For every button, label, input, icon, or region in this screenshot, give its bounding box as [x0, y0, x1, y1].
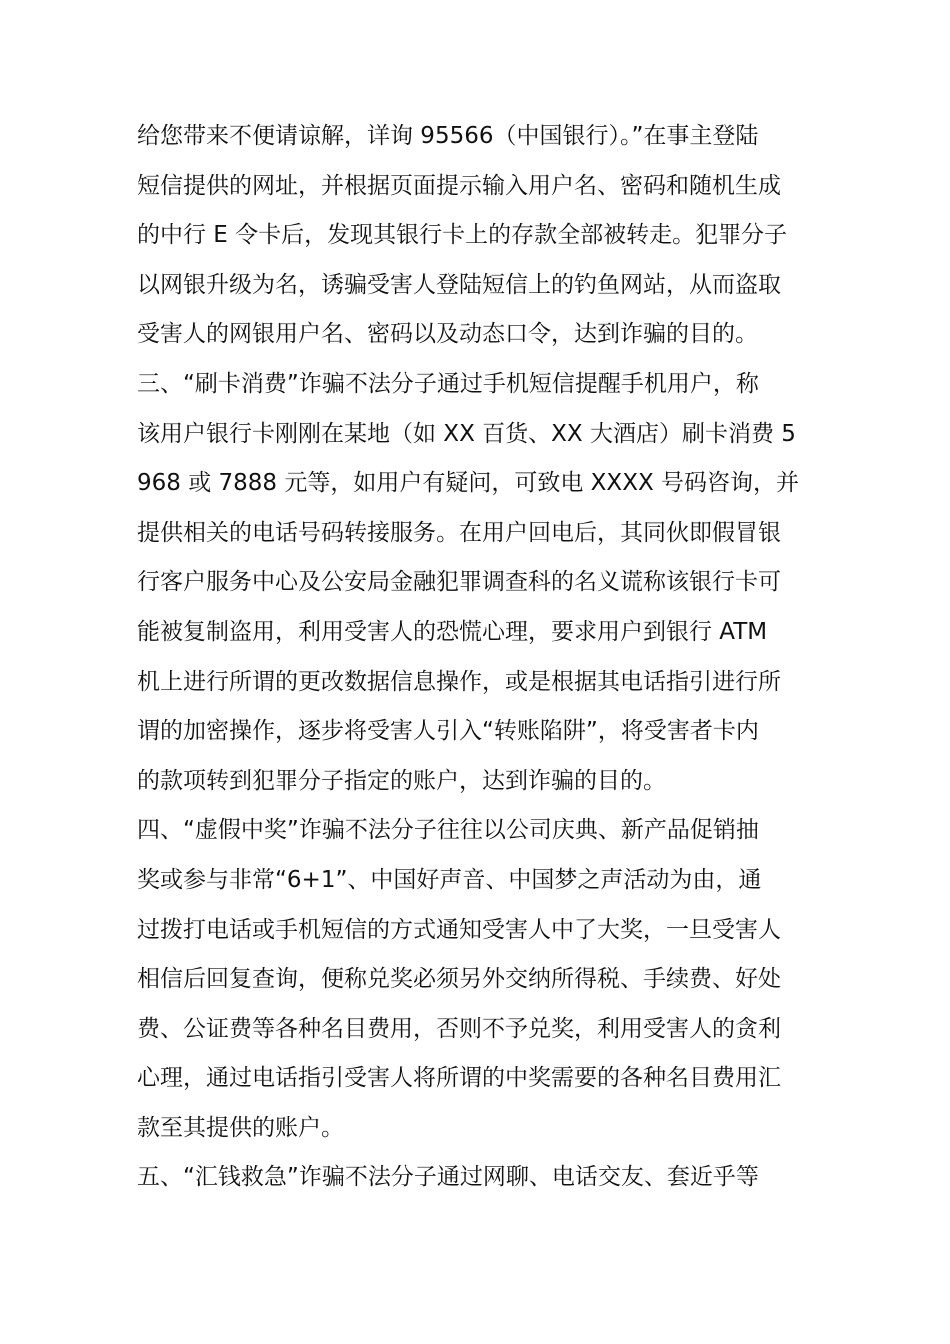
- text-line: 968 或 7888 元等，如用户有疑问，可致电 XXXX 号码咨询，并: [137, 470, 800, 497]
- text-line: 给您带来不便请谅解，详询 95566（中国银行）。”在事主登陆: [137, 123, 759, 149]
- text-line: 谓的加密操作，逐步将受害人引入“转账陷阱”，将受害者卡内: [137, 718, 759, 745]
- text-line: 能被复制盗用，利用受害人的恐慌心理，要求用户到银行 ATM: [137, 618, 768, 645]
- text-line: 短信提供的网址，并根据页面提示输入用户名、密码和随机生成: [137, 172, 781, 199]
- text-line: 的中行 E 令卡后，发现其银行卡上的存款全部被转走。犯罪分子: [137, 222, 788, 249]
- text-line: 款至其提供的账户。: [137, 1114, 344, 1141]
- text-line: 相信后回复查询，便称兑奖必须另外交纳所得税、手续费、好处: [137, 966, 781, 993]
- text-line: 心理，通过电话指引受害人将所谓的中奖需要的各种名目费用汇: [137, 1065, 781, 1092]
- text-line: 提供相关的电话号码转接服务。在用户回电后，其同伙即假冒银: [137, 519, 781, 546]
- document-body: [137, 112, 817, 1203]
- text-line: 机上进行所谓的更改数据信息操作，或是根据其电话指引进行所: [137, 668, 781, 695]
- section-heading-line: 四、“虚假中奖”诈骗不法分子往往以公司庆典、新产品促销抽: [137, 817, 759, 844]
- text-line: 奖或参与非常“6+1”、中国好声音、中国梦之声活动为由，通: [137, 866, 762, 893]
- text-line: 费、公证费等各种名目费用，否则不予兑奖，利用受害人的贪利: [137, 1015, 781, 1042]
- section-heading-line: 三、“刷卡消费”诈骗不法分子通过手机短信提醒手机用户，称: [137, 370, 759, 397]
- text-line: 受害人的网银用户名、密码以及动态口令，达到诈骗的目的。: [137, 321, 758, 348]
- section-heading-line: 五、“汇钱救急”诈骗不法分子通过网聊、电话交友、套近乎等: [137, 1164, 759, 1191]
- text-line: 该用户银行卡刚刚在某地（如 XX 百货、XX 大酒店）刷卡消费 5: [137, 420, 796, 447]
- text-line: 以网银升级为名，诱骗受害人登陆短信上的钓鱼网站，从而盗取: [137, 271, 781, 298]
- text-line: 过拨打电话或手机短信的方式通知受害人中了大奖，一旦受害人: [137, 916, 781, 943]
- text-line: 的款项转到犯罪分子指定的账户，达到诈骗的目的。: [137, 767, 666, 794]
- text-line: 行客户服务中心及公安局金融犯罪调查科的名义谎称该银行卡可: [137, 569, 781, 596]
